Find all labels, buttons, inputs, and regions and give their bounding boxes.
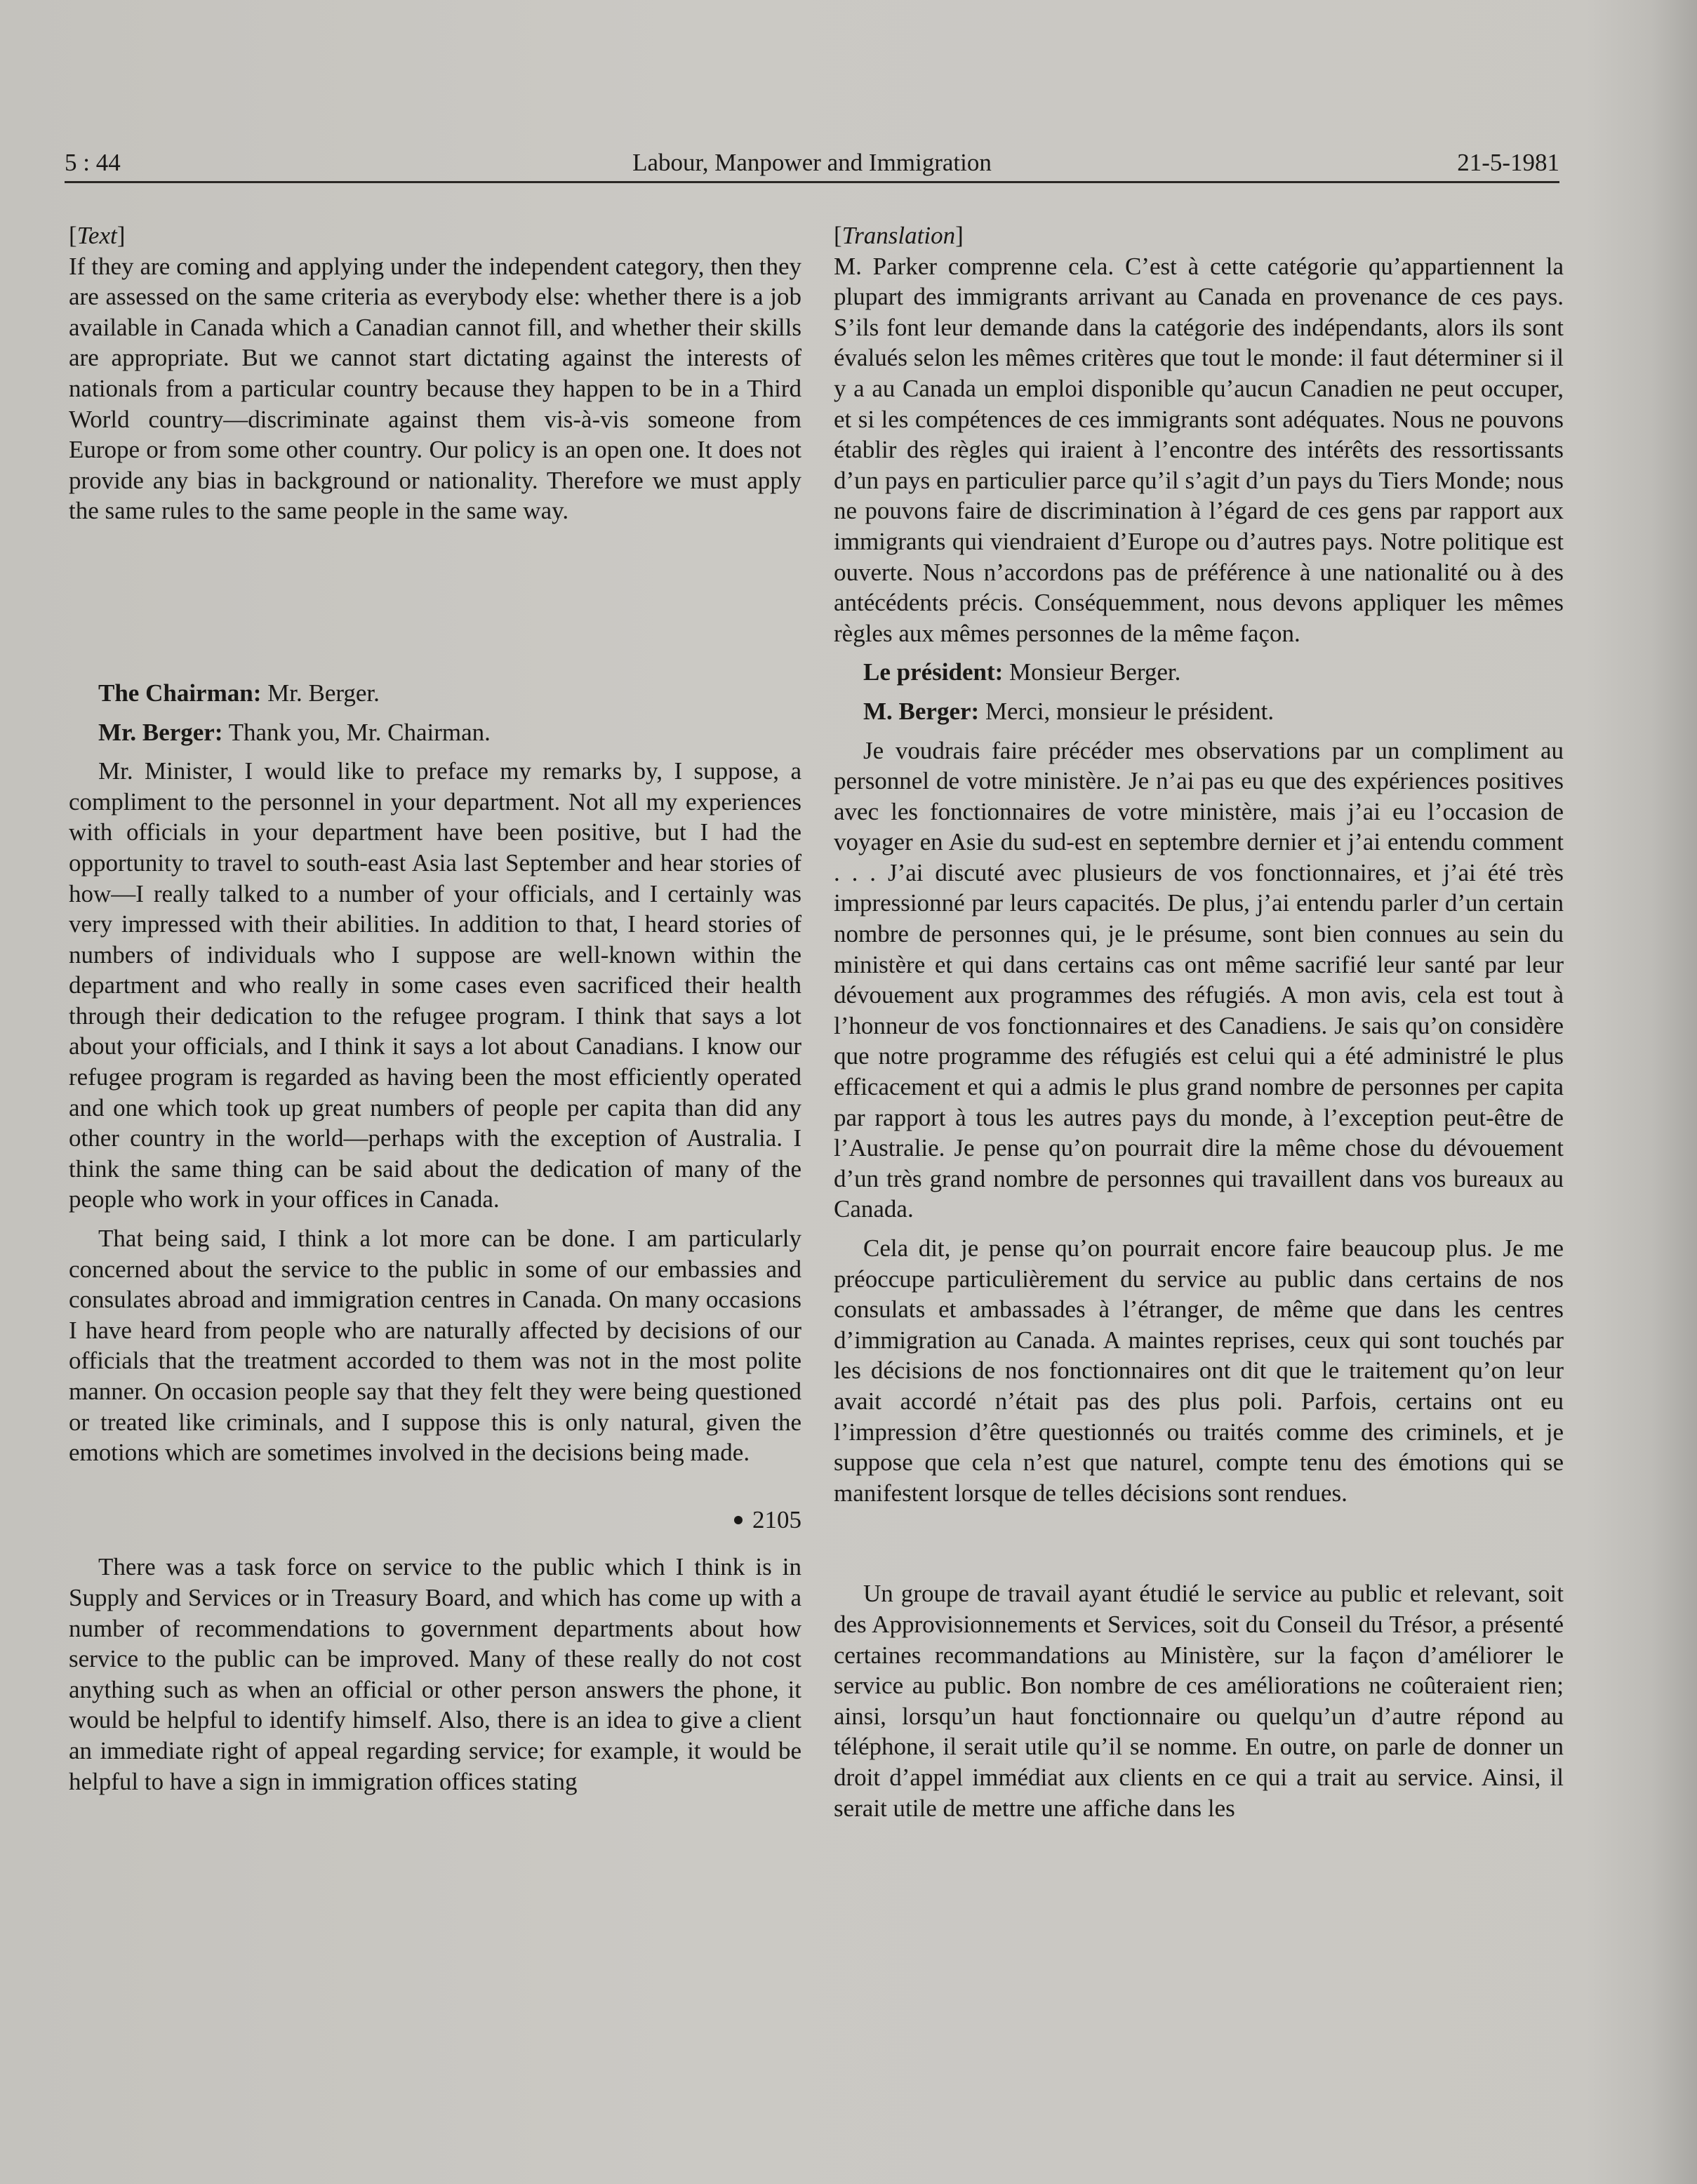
speaker-name: Le président: bbox=[863, 658, 1004, 686]
paragraph-fr-4: Un groupe de travail ayant étudié le service au public et relevant, soit des Approvisionnements et Services, soit du Conseil du Trésor, a présenté certaines recommandations au Ministère, sur la façon d’améliorer le service au public. Bon nombre de ces améliorations ne coûteraient rien; ainsi, lorsqu’un haut fonctionnaire ou quelqu’un d’autre répond au téléphone, il serait utile qu’il se nomme. En outre, on parle de donner un droit d’appel immédiat aux clients en ce qui a trait au service. Ainsi, il serait utile de mettre une affiche dans les bbox=[834, 1580, 1564, 1822]
header-date: 21-5-1981 bbox=[1457, 149, 1559, 176]
section-label-translation: [Translation] bbox=[834, 222, 964, 249]
header-title: Labour, Manpower and Immigration bbox=[632, 149, 992, 176]
paragraph-en-2: Mr. Minister, I would like to preface my remarks by, I suppose, a compliment to the personnel in your department. Not all my experiences with officials in your department have been positive, but I had the opportunity to travel to south-east Asia last September and hear stories of how—I really talked to a number of your officials, and I certainly was very impressed with their abilities. In addition to that, I heard stories of numbers of individuals who I suppose are well-known within the department and who really in some cases even sacrificed their health through their dedication to the refugee program. I think that says a lot about your officials, and I think it says a lot about Canadians. I know our refugee program is regarded as having been the most efficiently operated and one which took up great numbers of people per capita than did any other country in the world—perhaps with the exception of Australia. I think the same thing can be said about the dedication of many of the people who work in your offices in Canada. bbox=[69, 757, 801, 1213]
time-marker: 2105 bbox=[69, 1505, 801, 1536]
speaker-name: Mr. Berger: bbox=[98, 718, 223, 746]
speaker-name: M. Berger: bbox=[863, 697, 980, 725]
speaker-line-president: Le président: Monsieur Berger. bbox=[863, 658, 1181, 686]
speaker-line-berger: Mr. Berger: Thank you, Mr. Chairman. bbox=[98, 718, 491, 746]
english-column bbox=[69, 220, 801, 1797]
speaker-name: The Chairman: bbox=[98, 679, 262, 707]
paragraph-fr-1: M. Parker comprenne cela. C’est à cette catégorie qu’appartiennent la plupart des immigrants arrivant au Canada en provenance de ces pays. S’ils font leur demande dans la catégorie des indépendants, alors ils sont évalués selon les mêmes critères que tout le monde: il faut déterminer si il y a au Canada un emploi disponible qu’aucun Canadien ne peut occuper, et si les compétences de ces immigrants sont adéquates. Nous ne pouvons établir des règles qui iraient à l’encontre des intérêts des ressortissants d’un pays en particulier parce qu’il s’agit d’un pays du Tiers Monde; nous ne pouvons faire de discrimination à l’égard de ces gens par rapport aux immigrants qui viendraient d’Europe ou d’autres pays. Notre politique est ouverte. Nous n’accordons pas de préférence à une nationalité ou à des antécédents précis. Conséquemment, nous devons appliquer les mêmes règles aux mêmes personnes de la même façon. bbox=[834, 252, 1564, 647]
speaker-line-chairman: The Chairman: Mr. Berger. bbox=[98, 679, 380, 707]
speaker-line-berger-fr: M. Berger: Merci, monsieur le président. bbox=[863, 697, 1275, 725]
paragraph-en-1: If they are coming and applying under the independent category, then they are assessed on the same criteria as everybody else: whether there is a job available in Canada which a Canadian cannot fill, and whether their skills are appropriate. But we cannot start dictating against the interests of nationals from a particular country because they happen to be in a Third World country—discriminate against them vis-à-vis someone from Europe or from some other country. Our policy is an open one. It does not provide any bias in background or nationality. Therefore we must apply the same rules to the same people in the same way. bbox=[69, 252, 801, 525]
page-edge-shadow bbox=[1585, 0, 1697, 2184]
french-column bbox=[834, 220, 1564, 1823]
page-number: 5 : 44 bbox=[65, 149, 121, 176]
running-header bbox=[65, 145, 1559, 183]
paragraph-en-3: That being said, I think a lot more can be done. I am particularly concerned about the service to the public in some of our embassies and consulates abroad and immigration centres in Canada. On many occasions I have heard from people who are naturally affected by decisions of our officials that the treatment accorded to them was not in the most polite manner. On occasion people say that they felt they were being questioned or treated like criminals, and I suppose this is only natural, given the emotions which are sometimes involved in the decisions being made. bbox=[69, 1225, 801, 1467]
bullet-icon bbox=[734, 1516, 743, 1524]
paragraph-en-4: There was a task force on service to the public which I think is in Supply and Services or in Treasury Board, and which has come up with a number of recommendations to government departments about how service to the public can be improved. Many of these really do not cost anything such as when an official or other person answers the phone, it would be helpful to identify himself. Also, there is an idea to give a client an immediate right of appeal regarding service; for example, it would be helpful to have a sign in immigration offices stating bbox=[69, 1553, 801, 1795]
section-label-text: [Text] bbox=[69, 222, 126, 249]
paragraph-fr-2: Je voudrais faire précéder mes observations par un compliment au personnel de votre ministère. Je n’ai pas eu que des expériences positives avec les fonctionnaires de votre ministère, mais j’ai eu l’occasion de voyager en Asie du sud-est en septembre dernier et j’ai entendu comment . . . J’ai discuté avec plusieurs de vos fonctionnaires, et j’ai été très impressionné par leurs capacités. De plus, j’ai entendu parler d’un certain nombre de personnes qui, je le présume, sont bien connues au sein du ministère et qui dans certains cas ont même sacrifié leur santé par leur dévouement aux programmes des réfugiés. A mon avis, cela est tout à l’honneur de vos fonctionnaires et des Canadiens. Je sais qu’on considère que notre programme des réfugiés est celui qui a été administré le plus efficacement et qui a admis le plus grand nombre de personnes per capita par rapport à tous les autres pays du monde, à l’exception peut-être de l’Australie. Je pense qu’on pourrait dire la même chose du dévouement d’un très grand nombre de personnes qui travaillent dans vos bureaux au Canada. bbox=[834, 736, 1564, 1223]
paragraph-fr-3: Cela dit, je pense qu’on pourrait encore faire beaucoup plus. Je me préoccupe particulièrement du service au public dans certains de nos consulats et ambassades à l’étranger, de même que dans les centres d’immigration au Canada. A maintes reprises, ceux qui sont touchés par les décisions de nos fonctionnaires ont dit que le traitement qu’on leur avait accordé n’était pas des plus poli. Parfois, certains ont eu l’impression d’être questionnés ou traités comme des criminels, et je suppose que cela n’est que naturel, compte tenu des émotions qui se manifestent lorsque de telles décisions sont rendues. bbox=[834, 1234, 1564, 1507]
